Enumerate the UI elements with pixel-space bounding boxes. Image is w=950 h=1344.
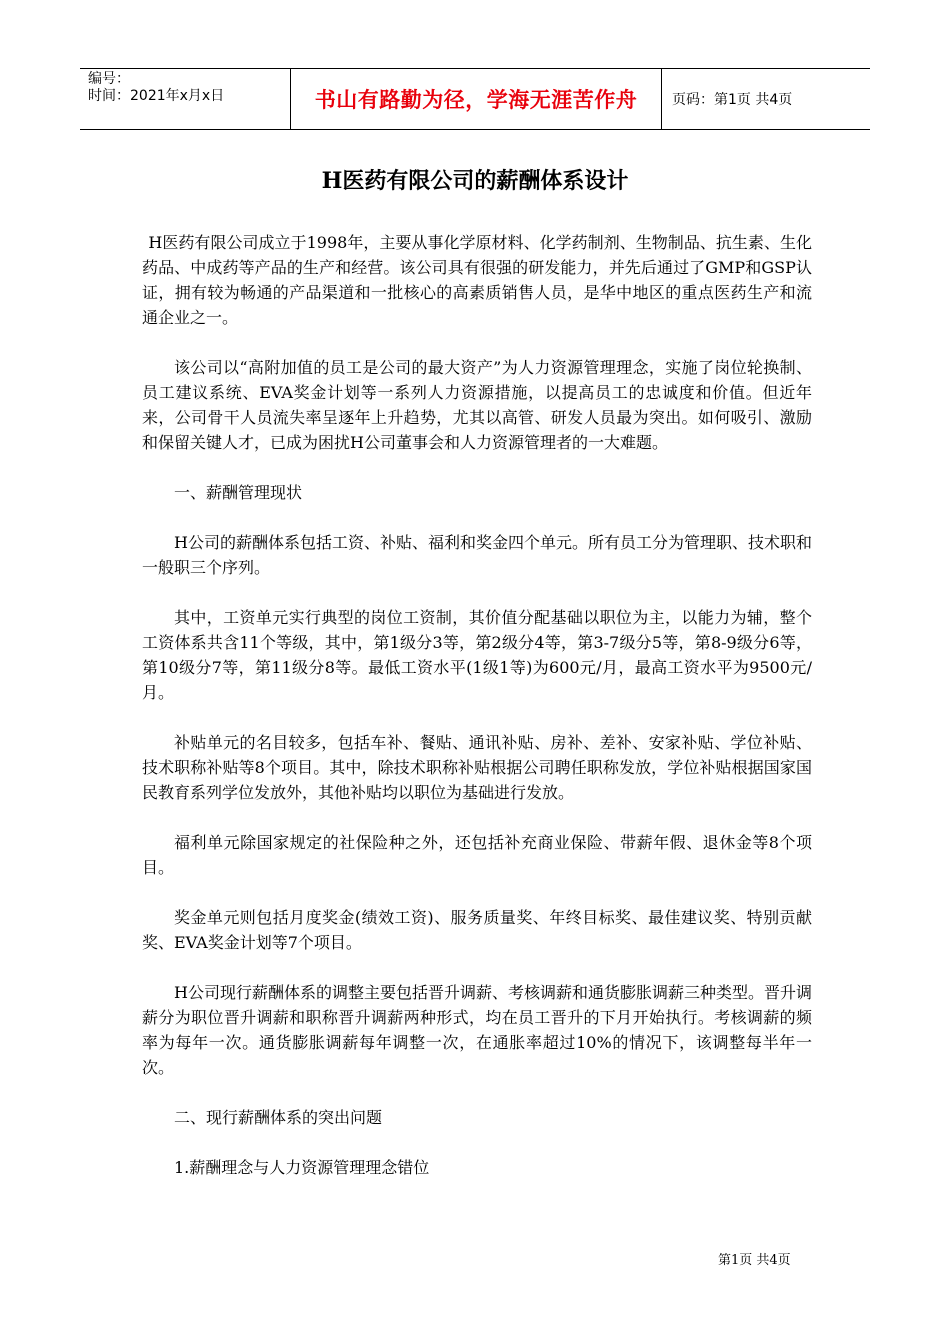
paragraph-bonus-unit: 奖金单元则包括月度奖金(绩效工资)、服务质量奖、年终目标奖、最佳建议奖、特别贡献奖、EVA奖金计划等7个项目。	[142, 908, 812, 952]
section-heading-current-status: 一、薪酬管理现状	[174, 483, 303, 502]
section-heading-problems: 二、现行薪酬体系的突出问题	[174, 1108, 383, 1127]
paragraph-salary-structure: H公司的薪酬体系包括工资、补贴、福利和奖金四个单元。所有员工分为管理职、技术职和一般职三个序列。	[142, 533, 812, 577]
page-footer: 第1页 共4页	[718, 1253, 791, 1268]
paragraph-allowance-unit: 补贴单元的名目较多，包括车补、餐贴、通讯补贴、房补、差补、安家补贴、学位补贴、技术职称补贴等8个项目。其中，除技术职称补贴根据公司聘任职称发放，学位补贴根据国家国民教育系列学位发放外，其他补贴均以职位为基础进行发放。	[142, 733, 812, 802]
paragraph-salary-adjustment: H公司现行薪酬体系的调整主要包括晋升调薪、考核调薪和通货膨胀调薪三种类型。晋升调薪分为职位晋升调薪和职称晋升调薪两种形式，均在员工晋升的下月开始执行。考核调薪的频率为每年一次。通货膨胀调薪每年调整一次，在通胀率超过10%的情况下，该调整每半年一次。	[142, 983, 812, 1077]
document-date-label: 时间：2021年x月x日	[88, 88, 225, 104]
header-meta	[80, 69, 291, 129]
paragraph-welfare-unit: 福利单元除国家规定的社保险种之外，还包括补充商业保险、带薪年假、退休金等8个项目。	[142, 833, 812, 877]
document-body	[142, 230, 812, 1205]
document-number-label: 编号：	[88, 71, 130, 87]
paragraph-wage-unit: 其中，工资单元实行典型的岗位工资制，其价值分配基础以职位为主，以能力为辅，整个工资体系共含11个等级，其中，第1级分3等，第2级分4等，第3-7级分5等，第8-9级分6等，第10级分7等，第11级分8等。最低工资水平(1级1等)为600元/月，最高工资水平为9500元/月。	[142, 608, 812, 702]
paragraph-hr-philosophy: 该公司以“高附加值的员工是公司的最大资产”为人力资源管理理念，实施了岗位轮换制、员工建议系统、EVA奖金计划等一系列人力资源措施，以提高员工的忠诚度和价值。但近年来，公司骨干人员流失率呈逐年上升趋势，尤其以高管、研发人员最为突出。如何吸引、激励和保留关键人才，已成为困扰H公司董事会和人力资源管理者的一大难题。	[142, 358, 812, 452]
header-page-info: 页码：第1页 共4页	[672, 92, 793, 108]
paragraph-intro: H医药有限公司成立于1998年，主要从事化学原材料、化学药制剂、生物制品、抗生素、生化药品、中成药等产品的生产和经营。该公司具有很强的研发能力，并先后通过了GMP和GSP认证，拥有较为畅通的产品渠道和一批核心的高素质销售人员，是华中地区的重点医药生产和流通企业之一。	[142, 233, 812, 327]
subsection-heading-misalignment: 1.薪酬理念与人力资源管理理念错位	[174, 1158, 430, 1177]
header-motto: 书山有路勤为径，学海无涯苦作舟	[291, 69, 662, 129]
page-header	[80, 68, 870, 130]
document-title: H医药有限公司的薪酬体系设计	[321, 168, 629, 194]
